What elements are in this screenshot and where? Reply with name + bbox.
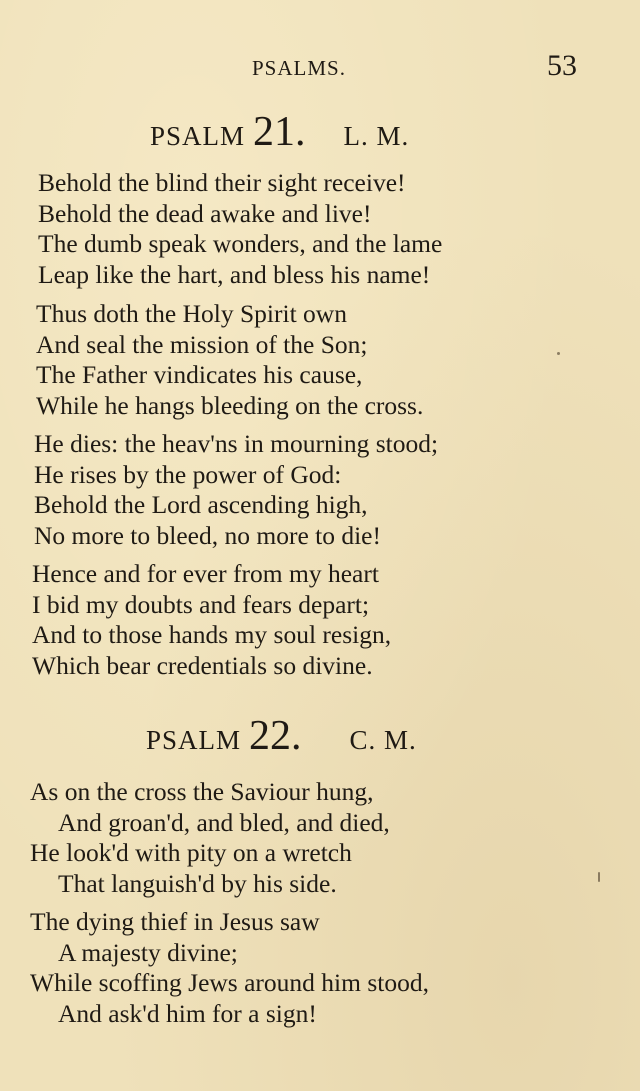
verse-line: And ask'd him for a sign! [58,998,317,1028]
verse-line: That languish'd by his side. [58,868,337,898]
psalm-number: 21. [253,109,306,155]
stanza [32,559,391,681]
verse-line: Behold the Lord ascending high, [34,490,368,519]
verse-line: I bid my doubts and fears depart; [32,589,370,619]
verse-line: Thus doth the Holy Spirit own [36,299,347,328]
stanza [34,429,438,551]
running-head: PSALMS. [252,56,346,80]
verse-line: Behold the blind their sight receive! [38,168,406,197]
verse-line: No more to bleed, no more to die! [34,520,381,550]
verse-line: The dying thief in Jesus saw [30,907,320,936]
verse-line: While scoffing Jews around him stood, [30,968,429,997]
psalm-label: PSALM [146,725,242,755]
verse-line: He dies: the heav'ns in mourning stood; [34,429,439,458]
verse-line: While he hangs bleeding on the cross. [36,390,424,420]
verse-line: Hence and for ever from my heart [32,559,379,588]
psalm-label: PSALM [150,121,246,151]
psalm-number: 22. [249,713,302,759]
verse-line: And seal the mission of the Son; [36,329,368,359]
stanza [30,777,390,899]
stanza [30,907,429,1029]
psalm-meter: C. M. [349,725,417,755]
psalm-meter: L. M. [343,121,410,151]
verse-line: Leap like the hart, and bless his name! [38,259,431,289]
stanza [38,168,442,290]
stanza [36,299,423,421]
psalm-heading [150,108,409,156]
verse-line: And groan'd, and bled, and died, [58,807,390,837]
verse-line: And to those hands my soul resign, [32,620,392,649]
verse-line: The Father vindicates his cause, [36,360,363,389]
verse-line: He rises by the power of God: [34,459,342,489]
page-number: 53 [547,49,577,82]
paper-speck [598,872,600,882]
verse-line: As on the cross the Saviour hung, [30,777,374,806]
verse-line: The dumb speak wonders, and the lame [38,229,443,258]
paper-speck [557,352,560,355]
verse-line: A majesty divine; [58,937,238,967]
verse-line: Which bear credentials so divine. [32,650,373,680]
psalm-heading [146,712,417,760]
verse-line: He look'd with pity on a wretch [30,838,352,867]
verse-line: Behold the dead awake and live! [38,198,372,228]
